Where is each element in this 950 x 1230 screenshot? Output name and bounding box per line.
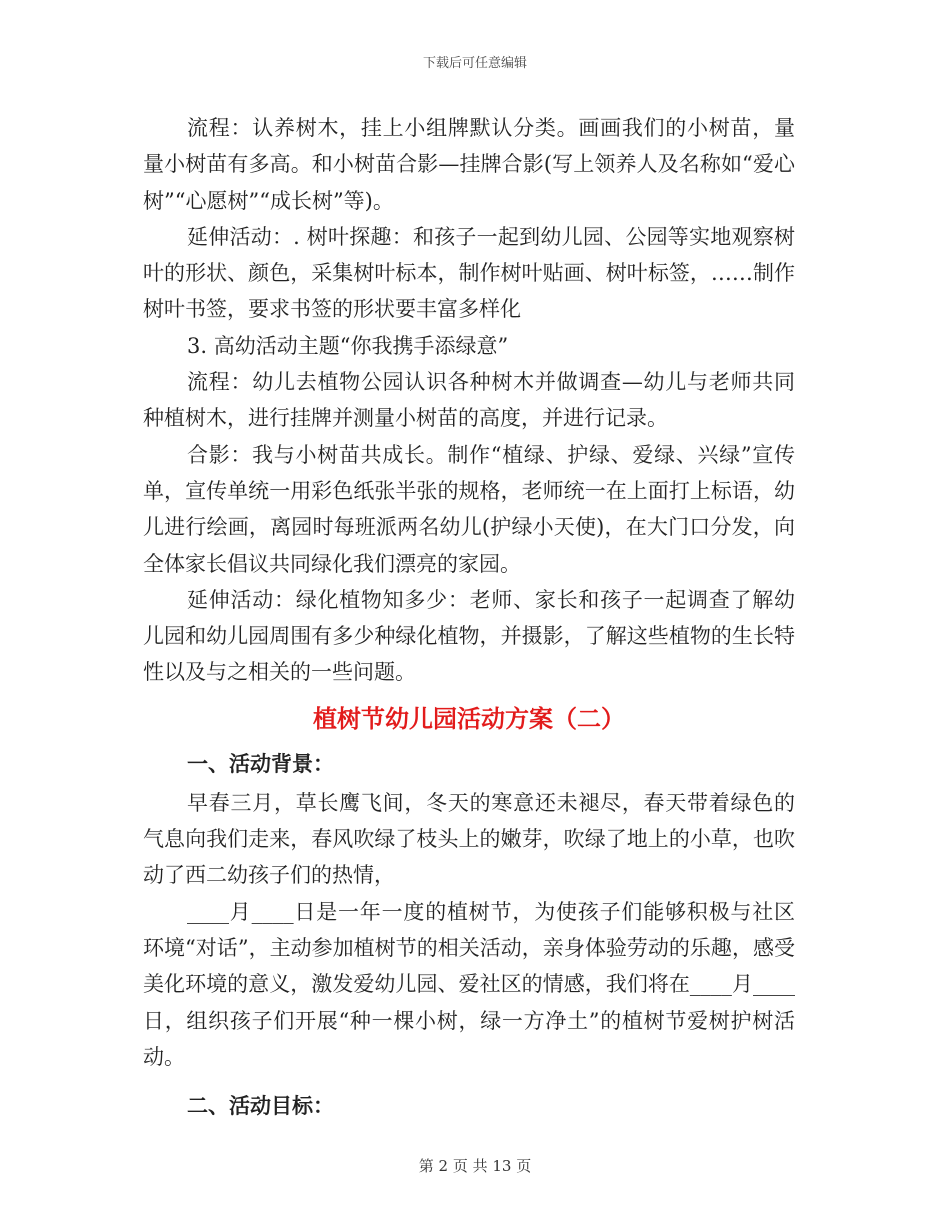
heading-background: 一、活动背景：: [187, 750, 334, 776]
heading-goals: 二、活动目标：: [187, 1093, 334, 1119]
paragraph-extension-1: 延伸活动：. 树叶探趣：和孩子一起到幼儿园、公园等实地观察树叶的形状、颜色，采集树叶标本，制作树叶贴画、树叶标签，……制作树叶书签，要求书签的形状要丰富多样化: [143, 224, 795, 322]
paragraph-extension-2: 延伸活动：绿化植物知多少：老师、家长和孩子一起调查了解幼儿园和幼儿园周围有多少种绿化植物，并摄影，了解这些植物的生长特性以及与之相关的一些问题。: [143, 587, 795, 685]
paragraph-theme-3: 3. 高幼活动主题“你我携手添绿意”: [187, 333, 509, 358]
paragraph-background-1: 早春三月，草长鹰飞间，冬天的寒意还未褪尽，春天带着绿色的气息向我们走来，春风吹绿了枝头上的嫩芽，吹绿了地上的小草，也吹动了西二幼孩子们的热情，: [143, 790, 795, 888]
paragraph-photo: 合影：我与小树苗共成长。制作“植绿、护绿、爱绿、兴绿”宣传单，宣传单统一用彩色纸张半张的规格，老师统一在上面打上标语，幼儿进行绘画，离园时每班派两名幼儿(护绿小天使)，在大门口分发，向全体家长倡议共同绿化我们漂亮的家园。: [143, 442, 795, 576]
paragraph-process-2: 流程：幼儿去植物公园认识各种树木并做调查—幼儿与老师共同种植树木，进行挂牌并测量小树苗的高度，并进行记录。: [143, 370, 795, 431]
page-header: 下载后可任意编辑: [422, 56, 527, 71]
document-body: [143, 110, 795, 1127]
section-title: 植树节幼儿园活动方案（二）: [313, 703, 625, 733]
paragraph-process-1: 流程：认养树木，挂上小组牌默认分类。画画我们的小树苗，量量小树苗有多高。和小树苗合影—挂牌合影(写上领养人及名称如“爱心树”“心愿树”“成长树”等)。: [143, 116, 795, 213]
paragraph-background-2: ____月____日是一年一度的植树节，为使孩子们能够积极与社区环境“对话”，主动参加植树节的相关活动，亲身体验劳动的乐趣，感受美化环境的意义，激发爱幼儿园、爱社区的情感，我们将在____月____日，组织孩子们开展“种一棵小树，绿一方净土”的植树节爱树护树活动。: [143, 899, 795, 1069]
page-footer: 第 2 页 共 13 页: [418, 1157, 532, 1175]
